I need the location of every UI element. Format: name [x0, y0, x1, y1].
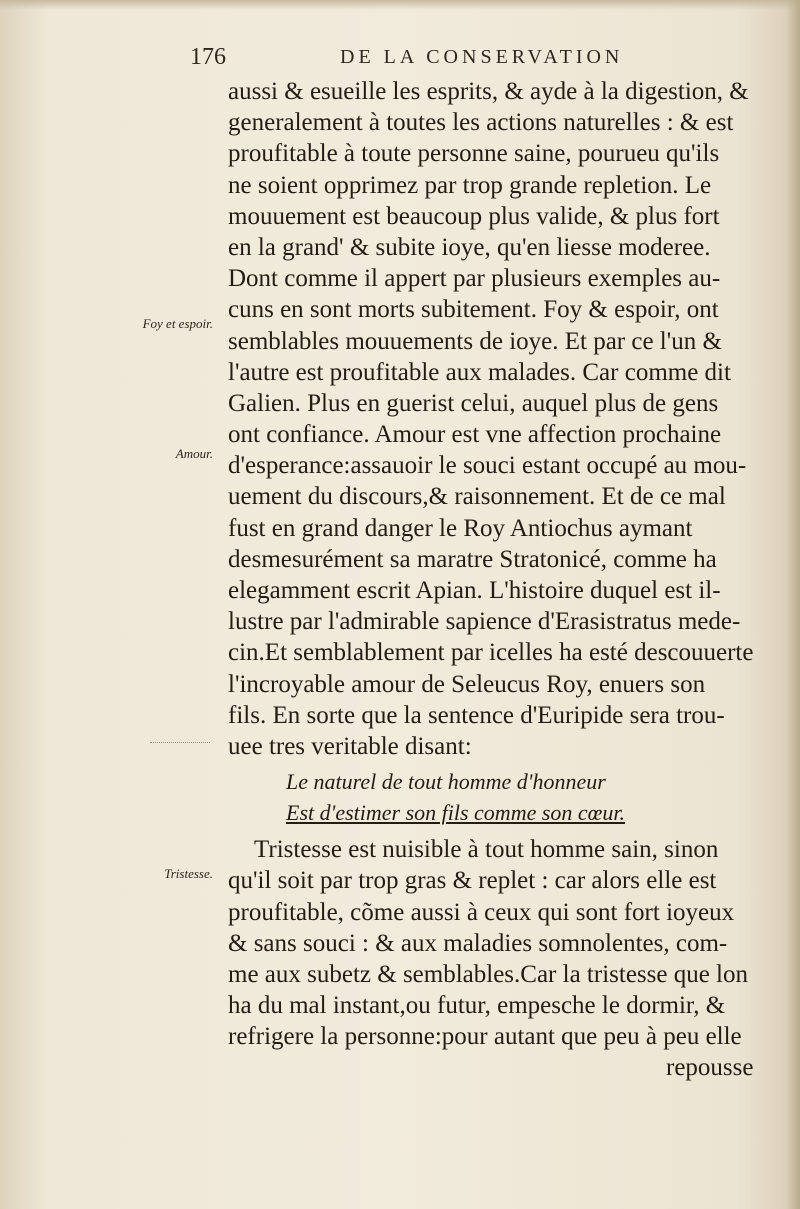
text-line: semblables mouuements de ioye. Et par ce l'un &	[228, 327, 722, 355]
text-line: aussi & esueille les esprits, & ayde à la digestion, &	[228, 78, 749, 105]
page-number: 176	[190, 44, 226, 70]
main-text	[228, 76, 774, 1084]
text-line: d'esperance:assauoir le souci estant occupé au mou-	[228, 452, 747, 480]
text-line: me aux subetz & semblables.Car la tristesse que lon	[228, 960, 749, 988]
text-line: lustre par l'admirable sapience d'Erasistratus mede-	[228, 608, 741, 636]
margin-note-amour: Amour.	[175, 446, 213, 461]
page-header	[190, 44, 730, 74]
catchword: repousse	[666, 1054, 754, 1082]
text-line: ne soient opprimez par trop grande repletion. Le	[228, 171, 712, 199]
verse-line: Est d'estimer son fils comme son cœur.	[286, 800, 625, 826]
margin-note-foy: Foy et espoir.	[142, 316, 213, 331]
page-blemish	[150, 742, 210, 744]
verse-line: Le naturel de tout homme d'honneur	[286, 769, 606, 795]
text-line: generalement à toutes les actions naturelles : & est	[228, 109, 734, 137]
text-line: elegamment escrit Apian. L'histoire duquel est il-	[228, 577, 721, 604]
text-line: mouuement est beaucoup plus valide, & plus fort	[228, 202, 720, 230]
text-line: desmesurément sa maratre Stratonicé, comme ha	[228, 545, 717, 573]
text-line: fust en grand danger le Roy Antiochus aymant	[228, 514, 693, 542]
text-line: l'autre est proufitable aux malades. Car comme dit	[228, 358, 731, 386]
text-line: Dont comme il appert par plusieurs exemples au-	[228, 265, 721, 293]
text-line: uement du discours,& raisonnement. Et de ce mal	[228, 483, 726, 511]
text-line: l'incroyable amour de Seleucus Roy, enuers son	[228, 670, 706, 698]
text-line: qu'il soit par trop gras & replet : car alors elle est	[228, 867, 717, 895]
text-line: proufitable, cõme aussi à ceux qui sont fort ioyeux	[228, 898, 735, 926]
text-line: refrigere la personne:pour autant que peu à peu elle	[228, 1023, 742, 1051]
text-line: & sans souci : & aux maladies somnolentes, com-	[228, 929, 728, 957]
running-head: DE LA CONSERVATION	[340, 46, 624, 68]
text-line: Galien. Plus en guerist celui, auquel plus de gens	[228, 389, 719, 417]
text-line: fils. En sorte que la sentence d'Euripide sera trou-	[228, 701, 725, 729]
text-line: ont confiance. Amour est vne affection prochaine	[228, 421, 722, 449]
text-line: cin.Et semblablement par icelles ha esté descouuerte	[228, 639, 754, 667]
margin-note-tristesse: Tristesse.	[164, 866, 213, 881]
verse-quotation	[228, 766, 774, 828]
text-line: ha du mal instant,ou futur, empesche le dormir, &	[228, 992, 726, 1020]
text-line: uee tres veritable disant:	[228, 732, 472, 760]
text-line: proufitable à toute personne saine, pourueu qu'ils	[228, 140, 720, 168]
text-line: cuns en sont morts subitement. Foy & espoir, ont	[228, 296, 719, 324]
text-line: en la grand' & subite ioye, qu'en liesse moderee.	[228, 233, 711, 261]
text-line: Tristesse est nuisible à tout homme sain, sinon	[254, 836, 719, 864]
